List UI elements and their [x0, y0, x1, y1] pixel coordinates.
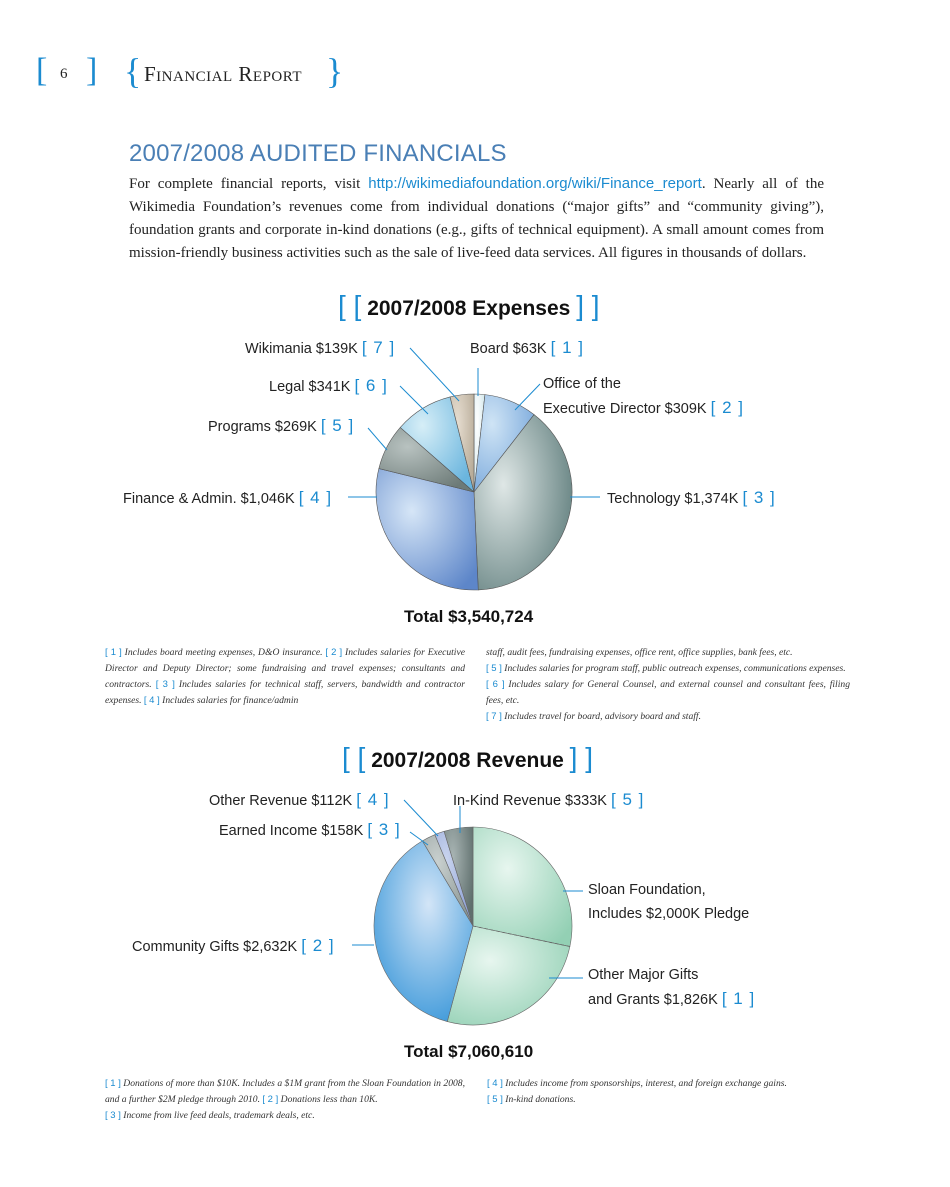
note-ref-3: [ 3 ]	[742, 488, 776, 507]
fn-text: Includes travel for board, advisory board and staff.	[504, 711, 701, 722]
page-number: 6	[60, 66, 68, 82]
expense-notes-col1	[105, 645, 465, 709]
fn-num: [ 3 ]	[105, 1110, 121, 1121]
section-brace-open: {	[124, 51, 142, 91]
intro-text-rest: . Nearly all of the Wikimedia Foundation’s revenues come from individual donations (“major gifts” and “community giving”), foundation grants and corporate in-kind donations (e.g., gifts of technical equipment). A small amount comes from mission-friendly business activities such as the sale of live-feed data services. All figures in thousands of dollars.	[129, 176, 824, 261]
fn-text: staff, audit fees, fundraising expenses, office rent, office supplies, bank fees, etc.	[486, 647, 793, 658]
label-major-line2: and Grants $1,826K	[588, 992, 718, 1008]
fn-text: In-kind donations.	[505, 1094, 576, 1105]
label-office-2	[543, 396, 744, 421]
note-ref-r2: [ 2 ]	[301, 936, 335, 955]
label-finance	[123, 486, 332, 511]
label-earned	[219, 818, 401, 843]
label-technology	[607, 486, 776, 511]
fn-text: Includes income from sponsorships, interest, and foreign exchange gains.	[505, 1078, 787, 1089]
expense-notes-col2	[486, 645, 850, 725]
label-major-gifts	[588, 964, 698, 987]
fn-num: [ 4 ]	[143, 695, 160, 706]
label-office-line1: Office of the	[543, 376, 621, 392]
label-board	[470, 336, 584, 361]
label-sloan-line2: Includes $2,000K Pledge	[588, 906, 750, 922]
fn-text: Includes salaries for finance/admin	[162, 695, 299, 706]
label-legal	[269, 374, 388, 399]
revenue-total: Total $7,060,610	[404, 1042, 534, 1061]
fn-text: Includes salaries for Executive Director and Deputy Director; some fundraising and travel expenses; consultants and contractors.	[105, 647, 465, 690]
label-finance-text: Finance & Admin. $1,046K	[123, 491, 295, 507]
label-sloan-2	[588, 903, 749, 926]
title-bracket-close: ] ]	[569, 742, 594, 773]
label-wikimania	[245, 336, 395, 361]
expenses-title-text: 2007/2008 Expenses	[367, 297, 571, 320]
leader-legal	[400, 386, 428, 414]
fn-text: Includes salary for General Counsel, and external counsel and consultant fees, filing fees, etc.	[486, 679, 850, 706]
fn-num: [ 6 ]	[486, 679, 505, 690]
label-office	[543, 373, 621, 396]
fn-num: [ 4 ]	[487, 1078, 503, 1089]
fn-num: [ 1 ]	[105, 1078, 121, 1089]
note-ref-2: [ 2 ]	[710, 398, 744, 417]
label-sloan	[588, 879, 706, 902]
label-sloan-line1: Sloan Foundation,	[588, 882, 706, 898]
leader-wikimania	[410, 348, 459, 401]
label-other-revenue	[209, 788, 390, 813]
label-earned-text: Earned Income $158K	[219, 823, 364, 839]
leader-office	[515, 384, 540, 410]
note-ref-4: [ 4 ]	[298, 488, 333, 507]
label-legal-text: Legal $341K	[269, 379, 351, 395]
label-major-line1: Other Major Gifts	[588, 967, 699, 983]
finance-report-link[interactable]: http://wikimediafoundation.org/wiki/Finance_report	[368, 175, 702, 192]
revenue-chart-title	[342, 742, 593, 774]
fn-text: Includes board meeting expenses, D&O insurance.	[124, 647, 323, 658]
fn-text: Includes salaries for program staff, public outreach expenses, communications expenses.	[504, 663, 846, 674]
fn-num: [ 7 ]	[486, 711, 502, 722]
label-technology-text: Technology $1,374K	[607, 491, 739, 507]
label-other-revenue-text: Other Revenue $112K	[209, 793, 353, 809]
label-major-gifts-2	[588, 987, 755, 1012]
revenue-notes-col1	[105, 1076, 465, 1124]
title-bracket-open: [ [	[338, 290, 362, 321]
label-community-text: Community Gifts $2,632K	[132, 939, 298, 955]
fn-num: [ 3 ]	[155, 679, 175, 690]
fn-num: [ 5 ]	[487, 1094, 503, 1105]
intro-text-start: For complete financial reports, visit	[129, 176, 369, 192]
label-inkind	[453, 788, 644, 813]
label-wikimania-text: Wikimania $139K	[245, 341, 358, 357]
label-community	[132, 934, 335, 959]
label-inkind-text: In-Kind Revenue $333K	[453, 793, 607, 809]
section-title: Financial Report	[144, 62, 303, 86]
fn-num: [ 2 ]	[262, 1094, 279, 1105]
slice-sloan	[473, 827, 572, 947]
note-ref-5: [ 5 ]	[320, 416, 355, 435]
title-bracket-open: [ [	[342, 742, 366, 773]
fn-num: [ 1 ]	[105, 647, 122, 658]
label-programs	[208, 414, 354, 439]
note-ref-1: [ 1 ]	[550, 338, 584, 357]
note-ref-7: [ 7 ]	[361, 338, 396, 357]
revenue-title-text: 2007/2008 Revenue	[371, 749, 564, 772]
label-office-line2: Executive Director $309K	[543, 401, 707, 417]
expenses-pie	[376, 394, 572, 590]
fn-text: Income from live feed deals, trademark deals, etc.	[123, 1110, 315, 1121]
note-ref-r3: [ 3 ]	[367, 820, 401, 839]
label-board-text: Board $63K	[470, 341, 547, 357]
revenue-notes-col2	[487, 1076, 847, 1108]
note-ref-6: [ 6 ]	[354, 376, 388, 395]
note-ref-r4: [ 4 ]	[356, 790, 390, 809]
note-ref-r5: [ 5 ]	[611, 790, 645, 809]
expenses-total: Total $3,540,724	[404, 607, 534, 626]
leader-programs	[368, 428, 387, 450]
leader-other-revenue	[404, 800, 438, 836]
page-heading: 2007/2008 AUDITED FINANCIALS	[129, 140, 507, 167]
fn-num: [ 2 ]	[325, 647, 343, 658]
note-ref-r1: [ 1 ]	[721, 989, 756, 1008]
revenue-pie	[374, 827, 572, 1025]
fn-text: Donations less than 10K.	[280, 1094, 378, 1105]
title-bracket-close: ] ]	[576, 290, 600, 321]
page-number-bracket-open: [	[36, 52, 48, 89]
label-programs-text: Programs $269K	[208, 419, 317, 435]
section-brace-close: }	[326, 51, 344, 91]
fn-text: Donations of more than $10K. Includes a $1M grant from the Sloan Foundation in 2008, and a further $2M pledge through 2010.	[105, 1078, 465, 1105]
fn-text: Includes salaries for technical staff, servers, bandwidth and contractor expenses.	[105, 679, 466, 706]
fn-num: [ 5 ]	[486, 663, 502, 674]
page-number-bracket-close: ]	[86, 52, 98, 89]
